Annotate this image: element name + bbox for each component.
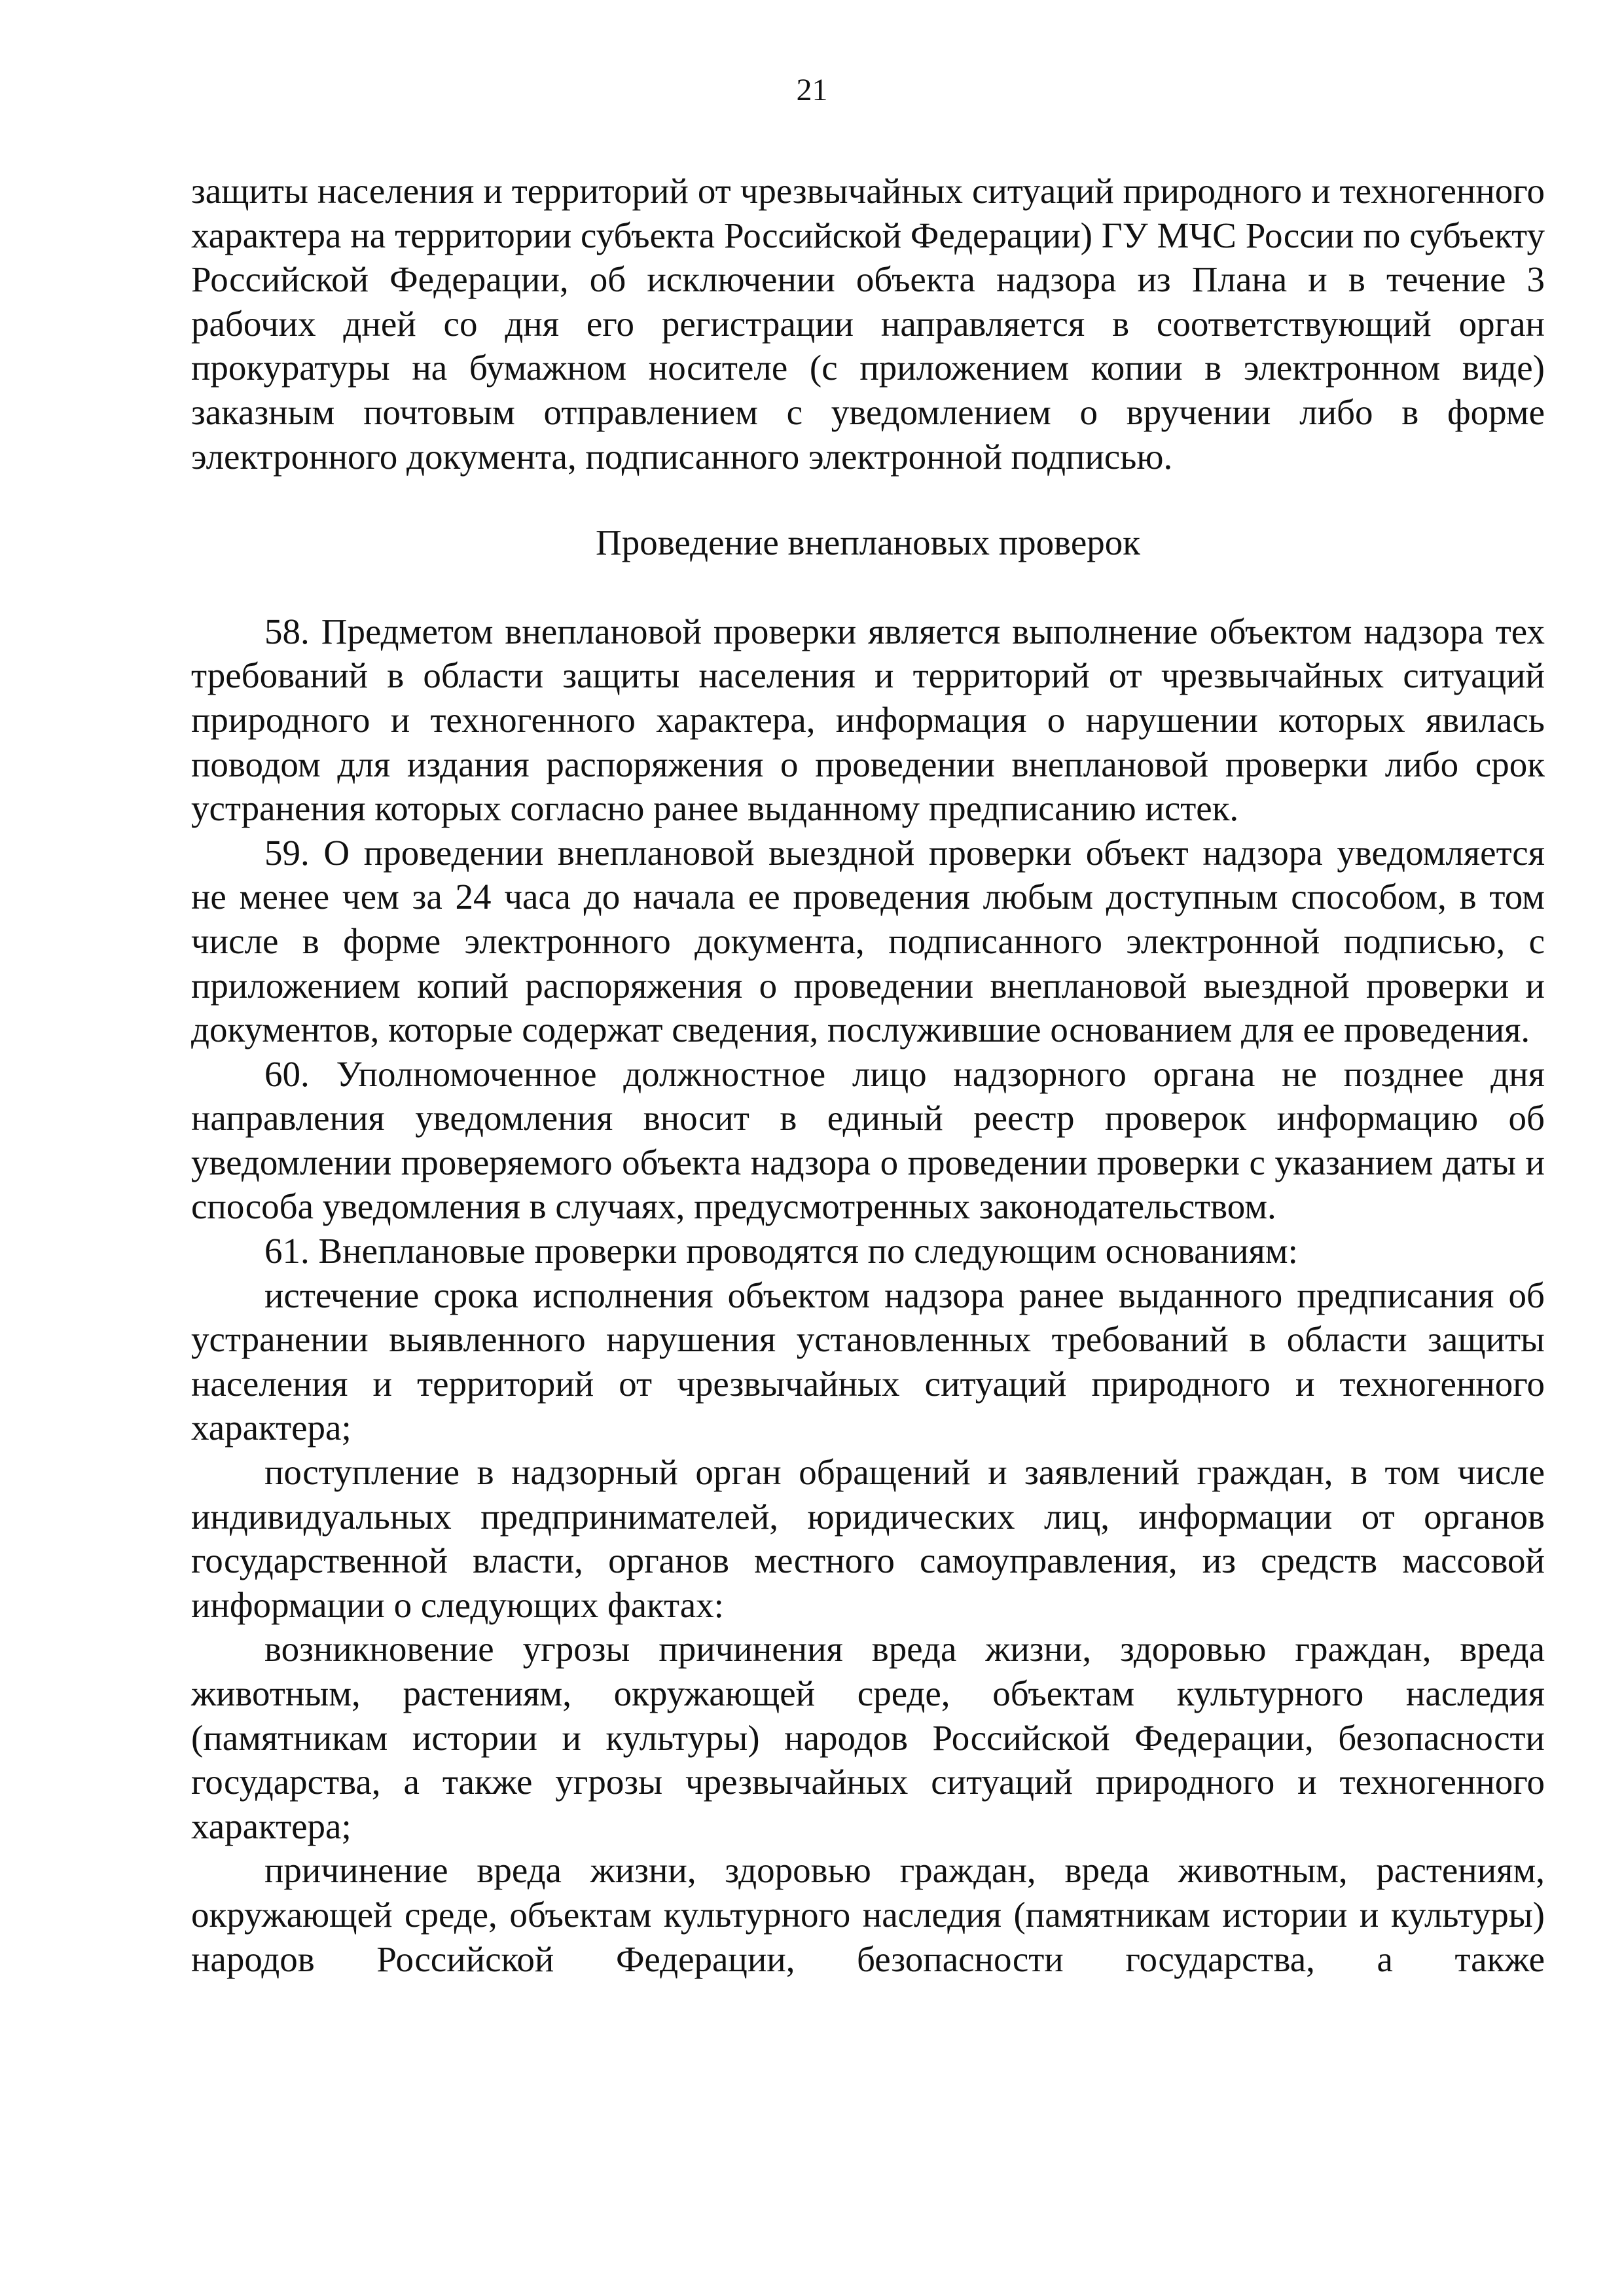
paragraph-58: 58. Предметом внеплановой проверки является выполнение объектом надзора тех требований в области защиты населения и территорий от чрезвычайных ситуаций природного и техногенного характера, информация о нарушении которых явилась поводом для издания распоряжения о проведении внеплановой проверки либо срок устранения которых согласно ранее выданному предписанию истек. bbox=[191, 611, 1545, 829]
paragraph-60: 60. Уполномоченное должностное лицо надзорного органа не позднее дня направления уведомления вносит в единый реестр проверок информацию об уведомлении проверяемого объекта надзора о проведении проверки с указанием даты и способа уведомления в случаях, предусмотренных законодательством. bbox=[191, 1053, 1545, 1227]
page-number: 21 bbox=[796, 73, 828, 107]
section-title: Проведение внеплановых проверок bbox=[596, 522, 1140, 563]
paragraph-continuation: защиты населения и территорий от чрезвычайных ситуаций природного и техногенного характера на территории субъекта Российской Федерации) ГУ МЧС России по субъекту Российской Федерации, об исключении объекта надзора из Плана и в течение 3 рабочих дней со дня его регистрации направляется в соответствующий орган прокуратуры на бумажном носителе (с приложением копии в электронном виде) заказным почтовым отправлением с уведомлением о вручении либо в форме электронного документа, подписанного электронной подписью. bbox=[191, 171, 1545, 477]
paragraph-fact-harm: причинение вреда жизни, здоровью граждан, вреда животным, растениям, окружающей среде, объектам культурного наследия (памятникам истории и культуры) народов Российской Федерации, безопасности государства, а также bbox=[191, 1850, 1545, 1979]
paragraph-fact-threat: возникновение угрозы причинения вреда жизни, здоровью граждан, вреда животным, растениям, окружающей среде, объектам культурного наследия (памятникам истории и культуры) народов Российской Федерации, безопасности государства, а также угрозы чрезвычайных ситуаций природного и техногенного характера; bbox=[191, 1629, 1545, 1846]
document-body bbox=[191, 169, 1545, 1981]
paragraph-61-ground-1: истечение срока исполнения объектом надзора ранее выданного предписания об устранении выявленного нарушения установленных требований в области защиты населения и территорий от чрезвычайных ситуаций природного и техногенного характера; bbox=[191, 1275, 1545, 1448]
paragraph-61: 61. Внеплановые проверки проводятся по следующим основаниям: bbox=[264, 1231, 1298, 1271]
paragraph-61-ground-2: поступление в надзорный орган обращений и заявлений граждан, в том числе индивидуальных предпринимателей, юридических лиц, информации от органов государственной власти, органов местного самоуправления, из средств массовой информации о следующих фактах: bbox=[191, 1452, 1545, 1625]
paragraph-59: 59. О проведении внеплановой выездной проверки объект надзора уведомляется не менее чем за 24 часа до начала ее проведения любым доступным способом, в том числе в форме электронного документа, подписанного электронной подписью, с приложением копий распоряжения о проведении внеплановой выездной проверки и документов, которые содержат сведения, послужившие основанием для ее проведения. bbox=[191, 832, 1545, 1050]
